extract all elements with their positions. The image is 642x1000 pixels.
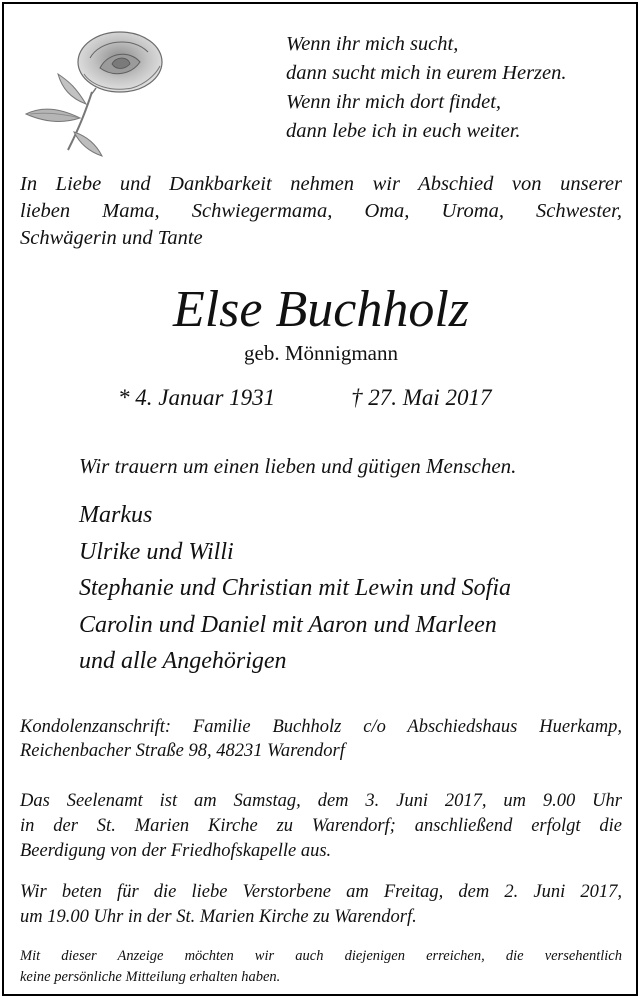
mourning-line: Wir trauern um einen lieben und gütigen Menschen. (79, 454, 517, 478)
family-list (79, 497, 511, 680)
prayer-line: Wir beten für die liebe Verstorbene am Freitag, dem 2. Juni 2017, (20, 882, 622, 902)
intro-line: Schwägerin und Tante (20, 227, 203, 249)
poem-line: dann lebe ich in euch weiter. (286, 120, 521, 142)
note-line: keine persönliche Mitteilung erhalten haben. (20, 969, 281, 985)
poem-line: Wenn ihr mich dort findet, (286, 91, 502, 113)
prayer-info (20, 880, 622, 930)
intro-text (20, 171, 622, 252)
birth-date: * 4. Januar 1931 (118, 385, 276, 410)
maiden-name: geb. Mönnigmann (244, 341, 398, 365)
condolence-line: Kondolenzanschrift: Familie Buchholz c/o Abschiedshaus Huerkamp, (20, 717, 622, 737)
rose-icon (20, 22, 170, 157)
service-line: in der St. Marien Kirche zu Warendorf; anschließend erfolgt die (20, 816, 622, 836)
poem-line: Wenn ihr mich sucht, (286, 33, 459, 55)
death-date: † 27. Mai 2017 (351, 385, 492, 410)
service-info (20, 789, 622, 864)
note-line: Mit dieser Anzeige möchten wir auch diejenigen erreichen, die versehentlich (20, 948, 622, 964)
family-member: Stephanie und Christian mit Lewin und Sofia (79, 575, 512, 601)
family-member: Carolin und Daniel mit Aaron und Marleen (79, 611, 497, 638)
family-member: Ulrike und Willi (79, 538, 234, 565)
condolence-line: Reichenbacher Straße 98, 48231 Warendorf (20, 741, 345, 761)
service-line: Das Seelenamt ist am Samstag, dem 3. Juni 2017, um 9.00 Uhr (20, 791, 622, 811)
prayer-line: um 19.00 Uhr in der St. Marien Kirche zu Warendorf. (20, 907, 417, 927)
family-member: und alle Angehörigen (79, 648, 287, 674)
poem (286, 30, 567, 146)
condolence-address (20, 715, 622, 763)
family-member: Markus (79, 502, 153, 528)
footer-note (20, 946, 622, 988)
intro-line: In Liebe und Dankbarkeit nehmen wir Abschied von unserer (20, 173, 622, 195)
intro-line: lieben Mama, Schwiegermama, Oma, Uroma, Schwester, (20, 200, 622, 222)
deceased-name: Else Buchholz (172, 281, 470, 338)
poem-line: dann sucht mich in eurem Herzen. (286, 62, 567, 84)
service-line: Beerdigung von der Friedhofskapelle aus. (20, 841, 332, 861)
